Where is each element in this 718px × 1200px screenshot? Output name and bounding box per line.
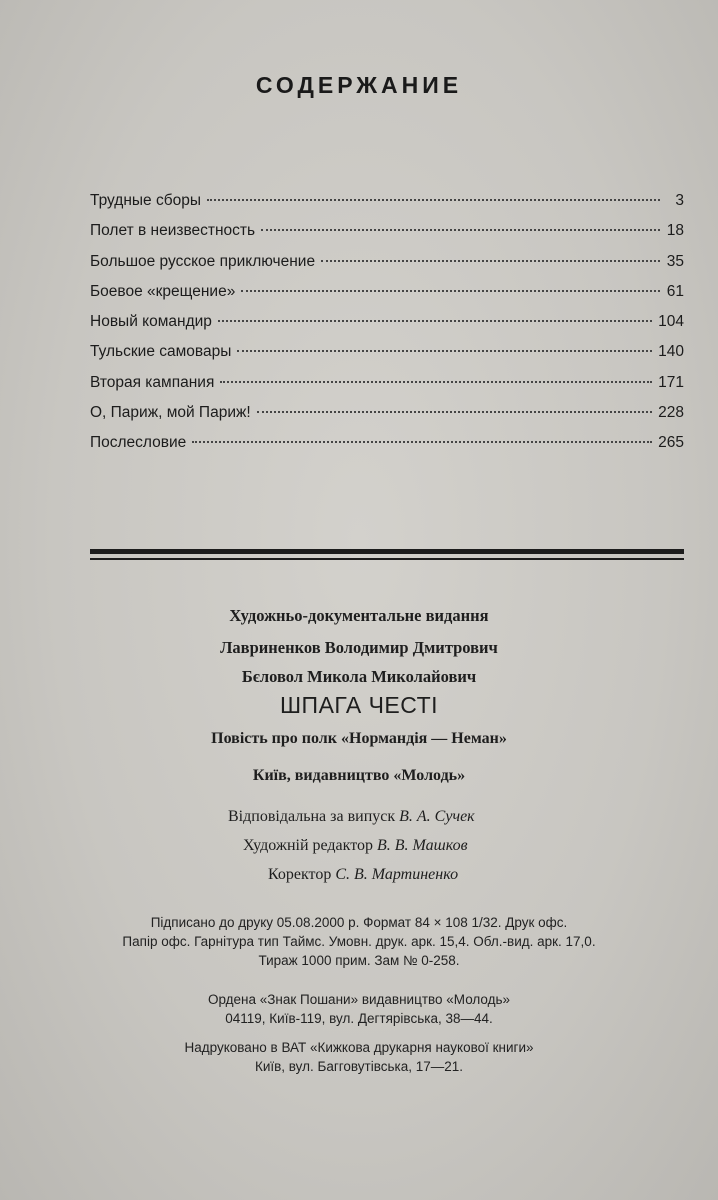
toc-entry xyxy=(90,374,684,404)
printer-line: Київ, вул. Багговутівська, 17—21. xyxy=(254,1059,464,1074)
divider-thin xyxy=(90,558,684,560)
toc-entry-title: О, Париж, мой Париж! xyxy=(90,404,251,422)
toc-entry-page: 3 xyxy=(675,192,684,209)
credit-name: В. А. Сучек xyxy=(399,808,475,825)
toc-leader-dots xyxy=(237,350,652,352)
toc-entry xyxy=(90,343,684,373)
author-name: Лавриненков Володимир Дмитрович xyxy=(220,638,498,657)
toc-entry-title: Полет в неизвестность xyxy=(90,222,256,240)
credit-name: В. В. Машков xyxy=(376,837,468,854)
print-detail-line: Папір офс. Гарнітура тип Таймс. Умовн. друк. арк. 15,4. Обл.-вид. арк. 17,0. xyxy=(122,934,596,949)
publisher-address-line: Ордена «Знак Пошани» видавництво «Молодь» xyxy=(207,992,511,1007)
toc-entry xyxy=(90,313,684,343)
toc-entry-page: 35 xyxy=(666,252,684,270)
credit-line xyxy=(268,866,458,884)
toc-entry-title: Большое русское приключение xyxy=(90,252,316,270)
author-name: Бєловол Микола Миколайович xyxy=(241,667,477,686)
toc-entry xyxy=(90,192,684,222)
toc-leader-dots xyxy=(261,229,660,231)
credit-role: Художній редактор xyxy=(243,837,373,854)
toc-leader-dots xyxy=(218,320,652,322)
contents-heading: СОДЕРЖАНИЕ xyxy=(255,72,463,98)
credit-line xyxy=(243,837,468,855)
publisher-address xyxy=(0,992,718,1030)
toc-entry-page: 140 xyxy=(658,343,684,361)
book-title: ШПАГА ЧЕСТІ xyxy=(279,692,439,718)
print-details xyxy=(0,915,718,972)
toc-leader-dots xyxy=(257,411,652,413)
genre-line: Художньо-документальне видання xyxy=(229,606,489,625)
credit-name: С. В. Мартиненко xyxy=(335,866,459,883)
toc-entry-page: 171 xyxy=(658,373,684,391)
printer-info xyxy=(0,1040,718,1078)
toc-entry-title: Трудные сборы xyxy=(90,192,201,209)
divider-thick xyxy=(90,549,684,554)
toc-entry-title: Тульские самовары xyxy=(90,343,232,361)
toc-entry-page: 61 xyxy=(666,282,684,300)
toc-entry xyxy=(90,222,684,252)
print-detail-line: Тираж 1000 прим. Зам № 0-258. xyxy=(258,953,460,968)
toc-entry xyxy=(90,434,684,464)
credit-line xyxy=(228,808,475,826)
book-subtitle: Повість про полк «Нормандія — Неман» xyxy=(211,730,507,747)
publisher-address-line: 04119, Київ-119, вул. Дегтярівська, 38—44. xyxy=(225,1011,493,1026)
toc-leader-dots xyxy=(207,199,660,201)
toc-leader-dots xyxy=(220,381,652,383)
toc-leader-dots xyxy=(241,290,660,292)
table-of-contents xyxy=(90,192,684,465)
toc-entry-page: 265 xyxy=(658,434,684,452)
toc-entry-page: 228 xyxy=(658,404,684,422)
credit-role: Коректор xyxy=(268,866,332,883)
toc-entry-title: Боевое «крещение» xyxy=(90,282,236,300)
toc-entry-title: Новый командир xyxy=(90,313,212,331)
publisher-line: Київ, видавництво «Молодь» xyxy=(252,767,466,784)
toc-entry-page: 18 xyxy=(666,222,684,240)
toc-leader-dots xyxy=(192,441,652,443)
toc-entry-title: Послесловие xyxy=(90,434,187,452)
printer-line: Надруковано в ВАТ «Кижкова друкарня наукової книги» xyxy=(184,1040,534,1055)
print-detail-line: Підписано до друку 05.08.2000 р. Формат 84 × 108 1/32. Друк офс. xyxy=(150,915,568,930)
toc-entry xyxy=(90,253,684,283)
toc-leader-dots xyxy=(321,260,660,262)
credit-role: Відповідальна за випуск xyxy=(228,808,396,825)
toc-entry xyxy=(90,404,684,434)
toc-entry-title: Вторая кампания xyxy=(90,373,215,391)
toc-entry-page: 104 xyxy=(658,313,684,331)
toc-entry xyxy=(90,283,684,313)
